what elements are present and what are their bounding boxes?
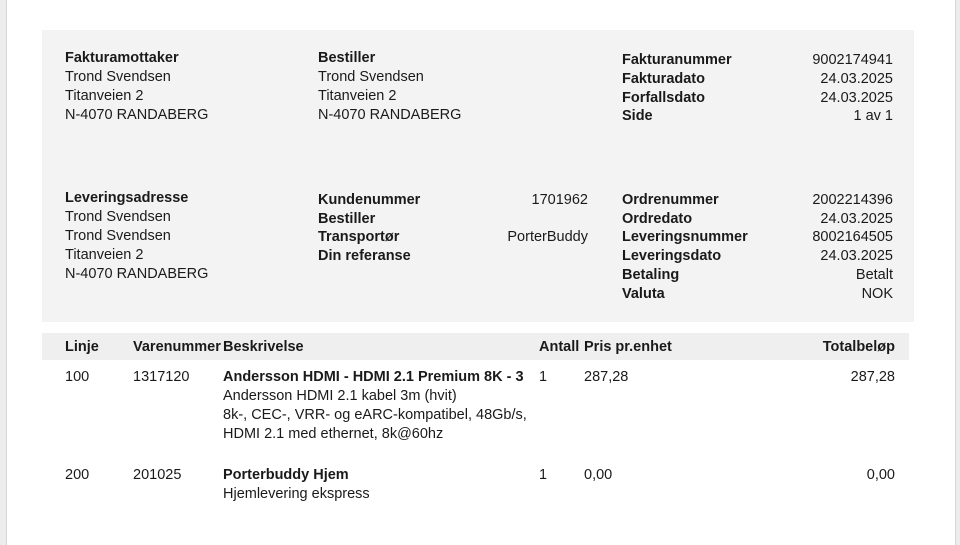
orderer-field-label: Bestiller — [318, 211, 376, 227]
orderer-heading: Bestiller — [318, 50, 376, 66]
row-detail: Andersson HDMI 2.1 kabel 3m (hvit) — [223, 388, 457, 404]
customer-number-value: 1701962 — [531, 192, 588, 208]
recipient-city: N-4070 RANDABERG — [65, 107, 209, 123]
row-line-number: 200 — [65, 467, 90, 483]
delivery-street: Titanveien 2 — [65, 247, 144, 263]
row-detail: HDMI 2.1 med ethernet, 8k@60hz — [223, 426, 444, 442]
header-item-number: Varenummer — [133, 339, 221, 355]
delivery-date-label: Leveringsdato — [622, 248, 722, 264]
payment-value: Betalt — [855, 267, 893, 283]
order-number-value: 2002214396 — [812, 192, 893, 208]
due-date-value: 24.03.2025 — [820, 90, 893, 106]
delivery-date-value: 24.03.2025 — [820, 248, 893, 264]
row-item-number: 1317120 — [133, 369, 190, 385]
carrier-label: Transportør — [318, 229, 400, 245]
row-quantity: 1 — [539, 467, 548, 483]
orderer-name: Trond Svendsen — [318, 69, 424, 85]
payment-label: Betaling — [622, 267, 680, 283]
order-date-value: 24.03.2025 — [820, 211, 893, 227]
invoice-number-value: 9002174941 — [812, 52, 893, 68]
row-detail: 8k-, CEC-, VRR- og eARC-kompatibel, 48Gb/s, — [223, 407, 527, 423]
row-total: 287,28 — [850, 369, 895, 385]
row-line-number: 100 — [65, 369, 90, 385]
carrier-value: PorterBuddy — [507, 229, 588, 245]
recipient-heading: Fakturamottaker — [65, 50, 179, 66]
page-value: 1 av 1 — [853, 108, 893, 124]
delivery-city: N-4070 RANDABERG — [65, 266, 209, 282]
header-line: Linje — [65, 339, 99, 355]
delivery-number-label: Leveringsnummer — [622, 229, 748, 245]
header-total: Totalbeløp — [822, 339, 895, 355]
customer-number-label: Kundenummer — [318, 192, 421, 208]
invoice-date-label: Fakturadato — [622, 71, 705, 87]
row-unit-price: 287,28 — [584, 369, 629, 385]
row-quantity: 1 — [539, 369, 548, 385]
page-label: Side — [622, 108, 653, 124]
row-detail: Hjemlevering ekspress — [223, 486, 370, 502]
reference-label: Din referanse — [318, 248, 411, 264]
header-quantity: Antall — [539, 339, 580, 355]
row-unit-price: 0,00 — [584, 467, 613, 483]
delivery-number-value: 8002164505 — [812, 229, 893, 245]
delivery-line-2: Trond Svendsen — [65, 228, 171, 244]
currency-value: NOK — [861, 286, 893, 302]
order-date-label: Ordredato — [622, 211, 693, 227]
order-number-label: Ordrenummer — [622, 192, 719, 208]
delivery-heading: Leveringsadresse — [65, 190, 189, 206]
invoice-date-value: 24.03.2025 — [820, 71, 893, 87]
recipient-street: Titanveien 2 — [65, 88, 144, 104]
currency-label: Valuta — [622, 286, 665, 302]
line-items-header — [42, 333, 909, 360]
delivery-line-1: Trond Svendsen — [65, 209, 171, 225]
recipient-name: Trond Svendsen — [65, 69, 171, 85]
header-unit-price: Pris pr.enhet — [584, 339, 672, 355]
orderer-city: N-4070 RANDABERG — [318, 107, 462, 123]
row-title: Porterbuddy Hjem — [223, 467, 349, 483]
header-description: Beskrivelse — [223, 339, 304, 355]
due-date-label: Forfallsdato — [622, 90, 705, 106]
invoice-number-label: Fakturanummer — [622, 52, 732, 68]
row-total: 0,00 — [866, 467, 895, 483]
row-item-number: 201025 — [133, 467, 182, 483]
row-title: Andersson HDMI - HDMI 2.1 Premium 8K - 3 — [223, 369, 524, 385]
orderer-street: Titanveien 2 — [318, 88, 397, 104]
